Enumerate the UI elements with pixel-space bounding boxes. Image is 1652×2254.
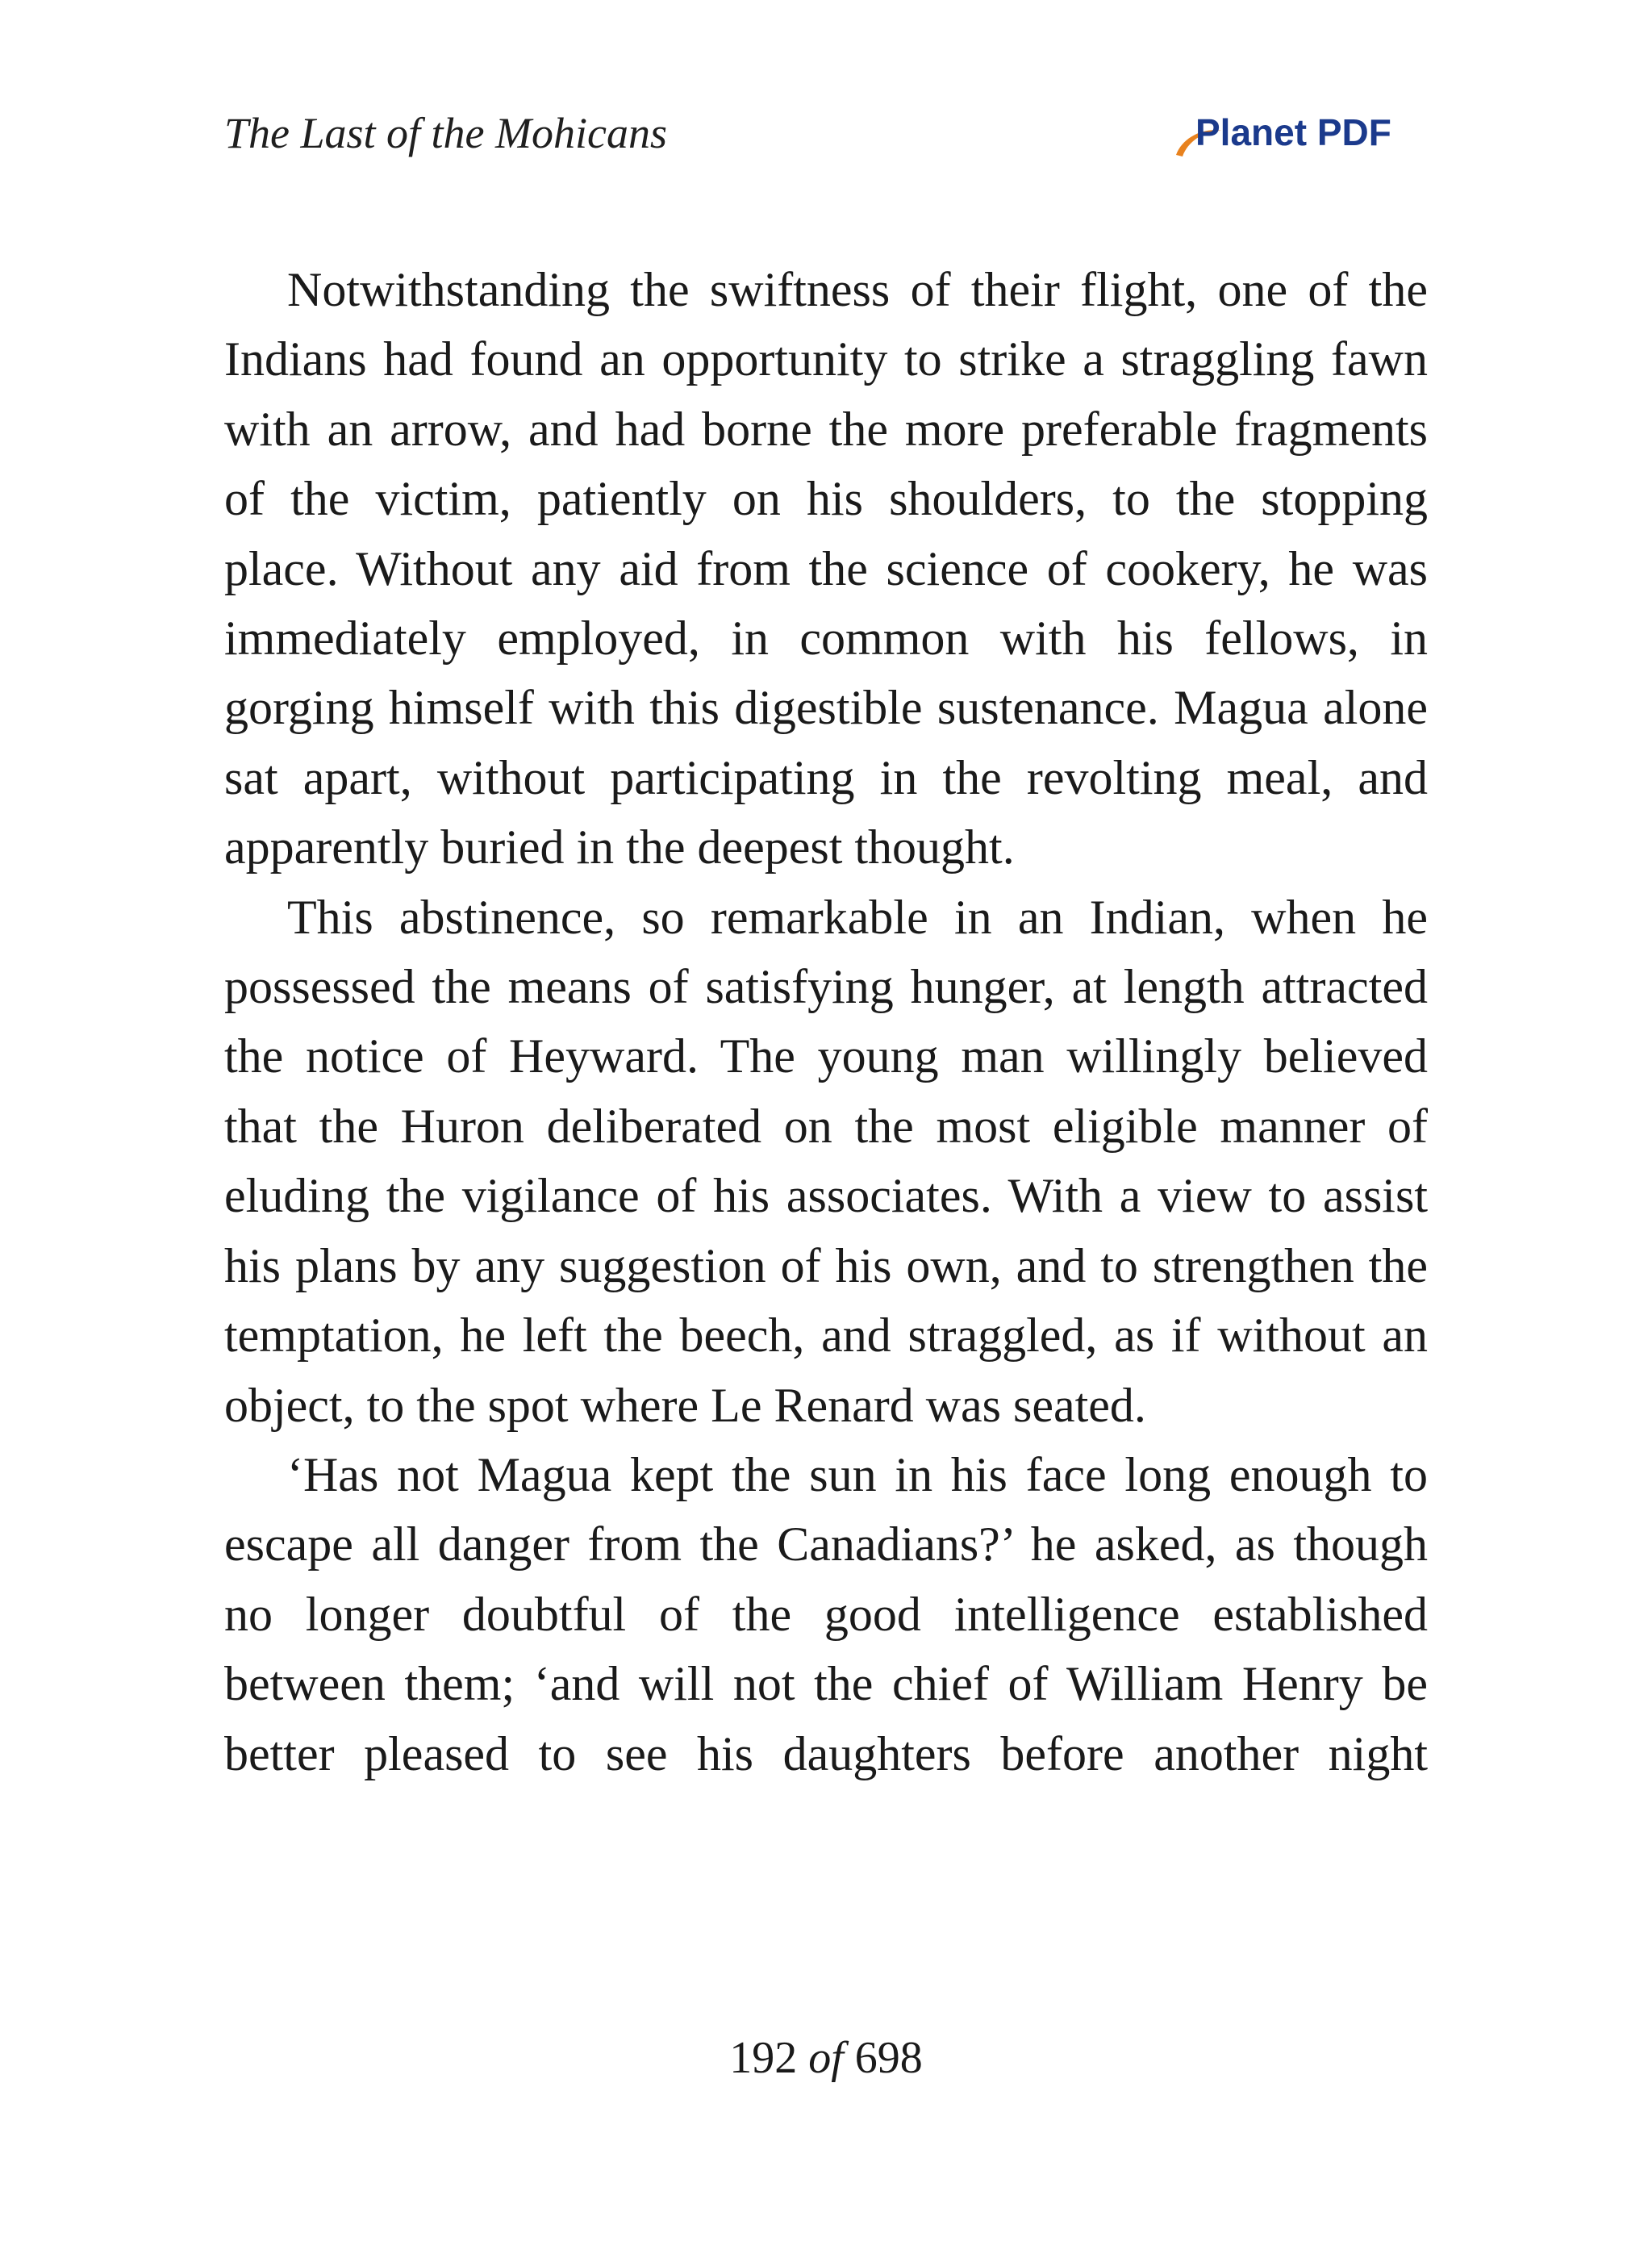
running-title: The Last of the Mohicans: [224, 109, 667, 157]
body-text: [224, 255, 1428, 1789]
planet-pdf-logo: [1171, 106, 1429, 169]
paragraph: ‘Has not Magua kept the sun in his face long enough to escape all danger from the Canadians?’ he asked, as though no longer doubtful of the good intelligence established between them; ‘and will not the chief of William Henry be better pleased to see his daughters before another night: [224, 1447, 1428, 1780]
page-of: of: [808, 2033, 844, 2083]
page-number: [0, 2030, 1652, 2086]
paragraph: Notwithstanding the swiftness of their flight, one of the Indians had found an opportunity to strike a straggling fawn with an arrow, and had borne the more preferable fragments of the victim, patiently on his shoulders, to the stopping place. Without any aid from the science of cookery, he was immediately employed, in common with his fellows, in gorging himself with this digestible sustenance. Magua alone sat apart, without participating in the revolting meal, and apparently buried in the deepest thought.: [224, 263, 1428, 874]
page-current: 192: [729, 2033, 798, 2083]
page-total: 698: [854, 2033, 923, 2083]
logo-wordmark: Planet PDF: [1195, 111, 1391, 153]
paragraph: This abstinence, so remarkable in an Indian, when he possessed the means of satisfying hunger, at length attracted the notice of Heyward. The young man willingly believed that the Huron deliberated on the most eligible manner of eluding the vigilance of his associates. With a view to assist his plans by any suggestion of his own, and to strengthen the temptation, he left the beech, and straggled, as if without an object, to the spot where Le Renard was seated.: [224, 890, 1428, 1432]
